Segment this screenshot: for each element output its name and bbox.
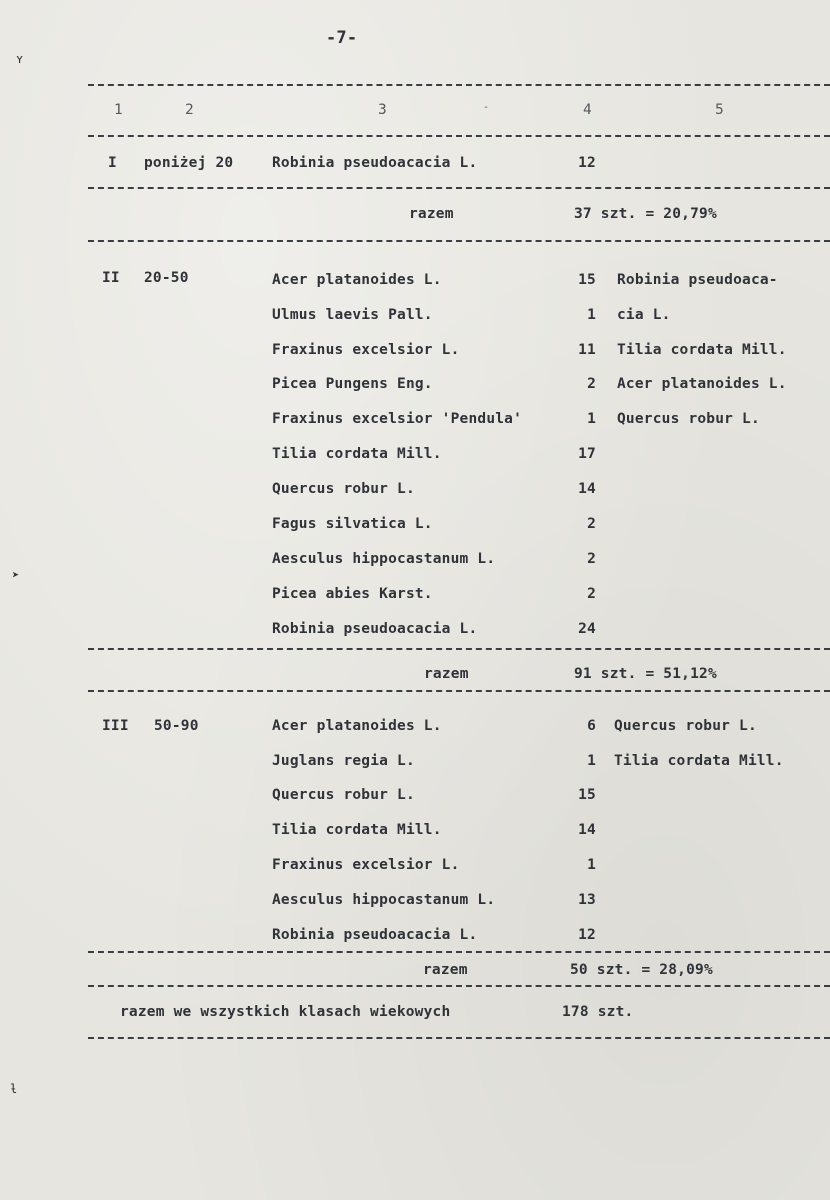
class-1-total-value: 37 szt. = 20,79% (574, 206, 717, 222)
class-3-species: Tilia cordata Mill. (272, 822, 442, 838)
class-3-col5: Quercus robur L. (614, 718, 757, 734)
class-1-range: poniżej 20 (144, 155, 234, 171)
margin-mark-bottom: ƚ (10, 1082, 18, 1096)
class-2-species: Robinia pseudoacacia L. (272, 621, 478, 637)
class-1-total-rule (88, 240, 830, 242)
class-2-col5: cia L. (617, 307, 671, 323)
class-2-col5: Quercus robur L. (617, 411, 760, 427)
class-2-species: Fraxinus excelsior L. (272, 342, 460, 358)
class-2-count: 2 (587, 586, 596, 602)
class-2-species: Picea Pungens Eng. (272, 376, 433, 392)
class-2-col5: Acer platanoides L. (617, 376, 787, 392)
class-3-species: Robinia pseudoacacia L. (272, 927, 478, 943)
class-2-col5: Robinia pseudoaca- (617, 272, 778, 288)
class-3-count: 13 (578, 892, 596, 908)
grand-total-value: 178 szt. (562, 1004, 634, 1020)
class-2-count: 14 (578, 481, 596, 497)
class-2-species: Ulmus laevis Pall. (272, 307, 433, 323)
col-header-4: 4 (583, 102, 592, 118)
class-2-count: 2 (587, 376, 596, 392)
class-2-species: Picea abies Karst. (272, 586, 433, 602)
class-2-count: 1 (587, 411, 596, 427)
class-3-species: Juglans regia L. (272, 753, 415, 769)
class-1-count: 12 (578, 155, 596, 171)
class-2-count: 17 (578, 446, 596, 462)
class-2-total-value: 91 szt. = 51,12% (574, 666, 717, 682)
class-3-count: 14 (578, 822, 596, 838)
class-1-total-label: razem (409, 206, 454, 222)
class-1-species: Robinia pseudoacacia L. (272, 155, 478, 171)
class-2-count: 15 (578, 272, 596, 288)
class-2-total-label: razem (424, 666, 469, 682)
table-bottom-rule (88, 1037, 830, 1039)
class-1-roman: I (108, 155, 117, 171)
col-header-1: 1 (114, 102, 123, 118)
class-3-range: 50-90 (154, 718, 199, 734)
class-2-rule (88, 648, 830, 650)
grand-total-label: razem we wszystkich klasach wiekowych (120, 1004, 451, 1020)
class-2-count: 2 (587, 551, 596, 567)
class-3-roman: III (102, 718, 129, 734)
class-3-total-value: 50 szt. = 28,09% (570, 962, 713, 978)
class-2-species: Aesculus hippocastanum L. (272, 551, 496, 567)
class-2-range: 20-50 (144, 270, 189, 286)
page-number: -7- (326, 28, 358, 48)
class-3-rule (88, 951, 830, 953)
class-2-species: Tilia cordata Mill. (272, 446, 442, 462)
class-2-count: 24 (578, 621, 596, 637)
class-3-species: Quercus robur L. (272, 787, 415, 803)
class-2-species: Fagus silvatica L. (272, 516, 433, 532)
col-header-3: 3 (378, 102, 387, 118)
margin-mark-middle: ➤ (12, 568, 20, 582)
class-3-count: 12 (578, 927, 596, 943)
class-2-count: 2 (587, 516, 596, 532)
col-header-5: 5 (715, 102, 724, 118)
class-3-count: 1 (587, 753, 596, 769)
col-header-3-mark: - (483, 102, 490, 113)
class-3-total-label: razem (423, 962, 468, 978)
table-top-rule (88, 84, 830, 86)
class-2-species: Acer platanoides L. (272, 272, 442, 288)
class-3-col5: Tilia cordata Mill. (614, 753, 784, 769)
class-2-count: 11 (578, 342, 596, 358)
class-3-count: 1 (587, 857, 596, 873)
class-3-species: Acer platanoides L. (272, 718, 442, 734)
margin-mark-top: ʏ (16, 52, 24, 66)
col-header-2: 2 (185, 102, 194, 118)
class-3-count: 6 (587, 718, 596, 734)
class-2-species: Fraxinus excelsior 'Pendula' (272, 411, 523, 427)
class-3-count: 15 (578, 787, 596, 803)
class-1-rule (88, 187, 830, 189)
class-2-roman: II (102, 270, 120, 286)
class-2-species: Quercus robur L. (272, 481, 415, 497)
class-2-total-rule (88, 690, 830, 692)
class-2-col5: Tilia cordata Mill. (617, 342, 787, 358)
class-3-total-rule (88, 985, 830, 987)
class-3-species: Aesculus hippocastanum L. (272, 892, 496, 908)
header-bottom-rule (88, 135, 830, 137)
class-3-species: Fraxinus excelsior L. (272, 857, 460, 873)
class-2-count: 1 (587, 307, 596, 323)
